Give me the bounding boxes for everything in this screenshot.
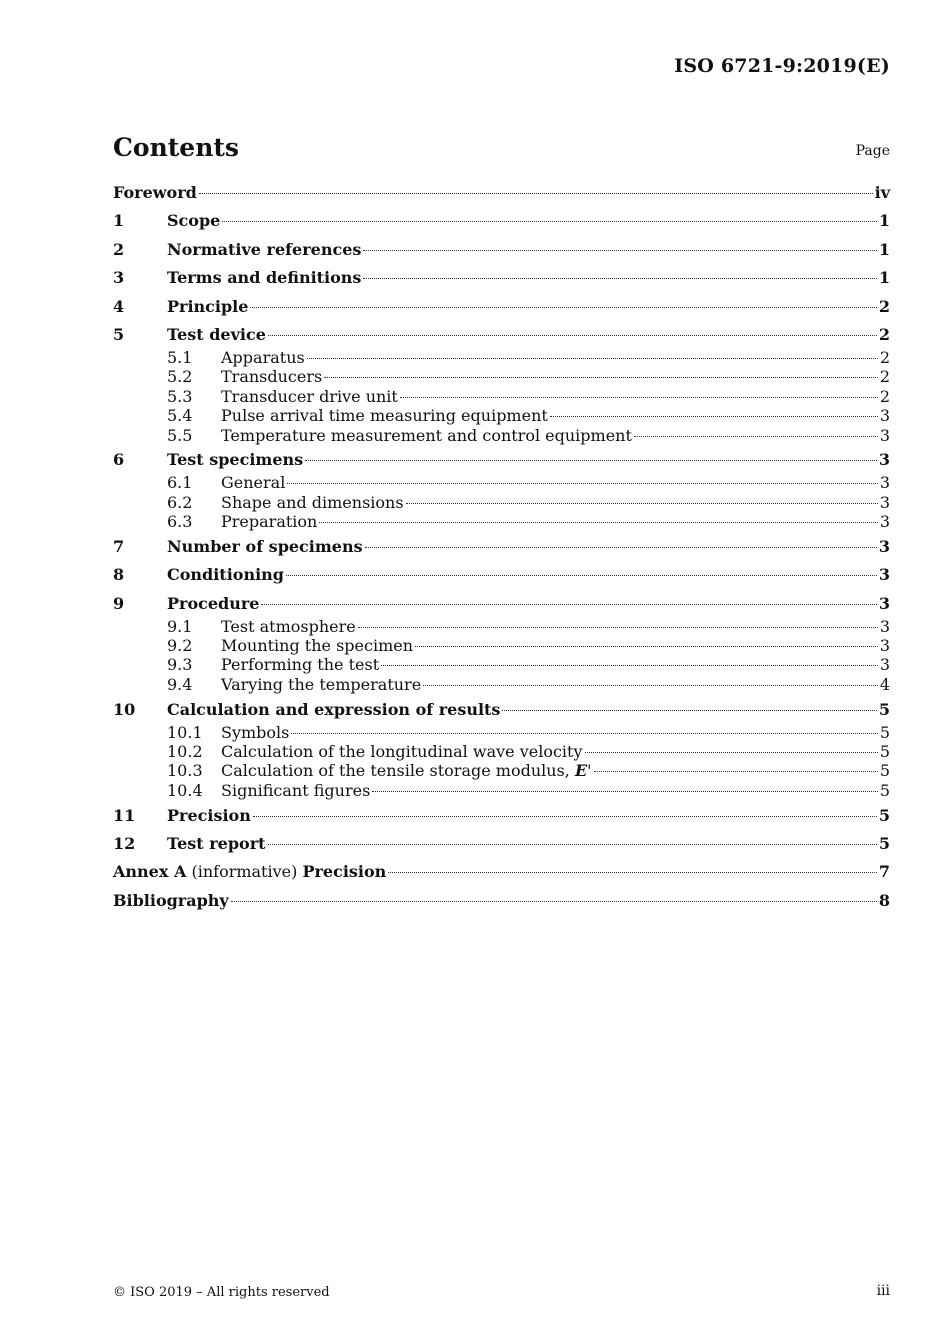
toc-subentry[interactable] xyxy=(113,367,890,386)
toc-entry-number: 11 xyxy=(113,805,136,825)
toc-entry-number: 2 xyxy=(113,239,125,259)
toc-entry[interactable] xyxy=(113,240,890,263)
toc-entry[interactable] xyxy=(113,268,890,291)
dot-leader xyxy=(502,710,876,711)
toc-entry-page: 1 xyxy=(878,211,890,231)
toc-entry-page: 2 xyxy=(879,347,890,367)
document-id: ISO 6721-9:2019(E) xyxy=(674,55,890,77)
toc-subentry[interactable] xyxy=(113,675,890,694)
dot-leader xyxy=(372,791,878,792)
toc-entry[interactable] xyxy=(113,183,890,206)
toc-entry-number: 10.4 xyxy=(167,780,203,800)
toc-entry-number: 9.1 xyxy=(167,616,193,636)
dot-leader xyxy=(231,901,877,902)
toc-entry-number: 5 xyxy=(113,324,125,344)
toc-entry-title: Test device xyxy=(167,324,266,344)
toc-entry[interactable] xyxy=(113,565,890,588)
toc-entry-page: 3 xyxy=(879,492,890,512)
toc-entry-title: Principle xyxy=(167,296,249,316)
toc-entry[interactable] xyxy=(113,297,890,320)
dot-leader xyxy=(199,193,873,194)
dot-leader xyxy=(381,665,878,666)
dot-leader xyxy=(358,627,878,628)
contents-heading: Contents xyxy=(113,133,240,162)
toc-entry-title: Mounting the specimen xyxy=(221,636,414,656)
toc-entry[interactable] xyxy=(113,594,890,617)
toc-entry-page: 3 xyxy=(879,512,890,532)
toc-entry-page: 5 xyxy=(879,761,890,781)
toc-entry-title: Symbols xyxy=(221,722,290,742)
dot-leader xyxy=(319,522,877,523)
toc-entry-number: 5.3 xyxy=(167,386,193,406)
dot-leader xyxy=(363,278,876,279)
dot-leader xyxy=(253,816,877,817)
toc-entry-title: Conditioning xyxy=(167,565,284,585)
toc-entry[interactable] xyxy=(113,806,890,829)
toc-entry[interactable] xyxy=(113,325,890,348)
toc-entry-number: 3 xyxy=(113,268,125,288)
toc-subentry[interactable] xyxy=(113,781,890,800)
toc-subentry[interactable] xyxy=(113,655,890,674)
toc-entry-title: Test report xyxy=(167,833,266,853)
toc-entry-title: Preparation xyxy=(221,512,318,532)
toc-entry-title: Calculation and expression of results xyxy=(167,699,501,719)
toc-entry-number: 8 xyxy=(113,565,125,585)
toc-entry-number: 10.2 xyxy=(167,741,203,761)
toc-entry-title: Terms and definitions xyxy=(167,268,362,288)
dot-leader xyxy=(307,358,878,359)
dot-leader xyxy=(268,335,877,336)
toc-entry-page: 5 xyxy=(879,780,890,800)
dot-leader xyxy=(250,307,876,308)
toc-entry-page: 5 xyxy=(879,741,890,761)
toc-entry-title: Pulse arrival time measuring equipment xyxy=(221,406,548,426)
dot-leader xyxy=(261,604,876,605)
toc-entry-title: Transducers xyxy=(221,367,323,387)
toc-subentry[interactable] xyxy=(113,348,890,367)
toc-entry-title: Precision xyxy=(167,805,251,825)
toc-entry-page: 3 xyxy=(878,450,890,470)
dot-leader xyxy=(365,547,877,548)
table-of-contents xyxy=(113,183,890,914)
toc-subentry[interactable] xyxy=(113,473,890,492)
toc-entry-page: 2 xyxy=(879,367,890,387)
toc-entry-page: 5 xyxy=(879,722,890,742)
toc-entry[interactable] xyxy=(113,891,890,914)
toc-subentry[interactable] xyxy=(113,742,890,761)
toc-entry-number: 5.2 xyxy=(167,367,193,387)
toc-entry-page: 5 xyxy=(878,805,890,825)
toc-entry-page: 3 xyxy=(878,536,890,556)
toc-entry-number: 12 xyxy=(113,833,136,853)
dot-leader xyxy=(550,416,878,417)
toc-entry-title: Number of specimens xyxy=(167,536,363,556)
dot-leader xyxy=(287,483,877,484)
toc-subentry[interactable] xyxy=(113,512,890,531)
dot-leader xyxy=(415,646,878,647)
toc-entry-number: 5.4 xyxy=(167,406,193,426)
dot-leader xyxy=(634,436,878,437)
toc-entry-page: iv xyxy=(874,183,890,202)
toc-entry-number: 6.1 xyxy=(167,473,193,493)
toc-entry-page: 3 xyxy=(879,636,890,656)
toc-entry-number: 1 xyxy=(113,211,125,231)
toc-entry-number: 10.1 xyxy=(167,722,203,742)
toc-entry-title: Shape and dimensions xyxy=(221,492,404,512)
toc-entry-title: Performing the test xyxy=(221,655,380,675)
toc-entry-title: Test atmosphere xyxy=(221,616,356,636)
toc-entry-title: Transducer drive unit xyxy=(221,386,398,406)
toc-entry-page: 2 xyxy=(879,386,890,406)
toc-entry-page: 2 xyxy=(878,324,890,344)
toc-entry-title: Temperature measurement and control equipment xyxy=(221,425,632,445)
page-number: iii xyxy=(876,1283,890,1299)
toc-entry-page: 4 xyxy=(879,674,890,694)
toc-entry-page: 3 xyxy=(878,565,890,585)
toc-entry[interactable] xyxy=(113,537,890,560)
toc-entry-number: 9.2 xyxy=(167,636,193,656)
toc-entry-number: 10.3 xyxy=(167,761,203,781)
copyright-notice: © ISO 2019 – All rights reserved xyxy=(113,1285,330,1300)
dot-leader xyxy=(585,752,878,753)
toc-entry-number: 9 xyxy=(113,593,125,613)
page-column-label: Page xyxy=(855,143,890,159)
toc-entry-page: 3 xyxy=(879,655,890,675)
toc-entry-title: Annex A (informative) Precision xyxy=(113,862,387,882)
toc-subentry[interactable] xyxy=(113,723,890,742)
toc-subentry[interactable] xyxy=(113,426,890,445)
toc-subentry[interactable] xyxy=(113,406,890,425)
dot-leader xyxy=(305,460,877,461)
toc-subentry[interactable] xyxy=(113,493,890,512)
toc-entry-number: 6 xyxy=(113,450,125,470)
toc-entry-page: 5 xyxy=(878,833,890,853)
dot-leader xyxy=(400,397,878,398)
toc-entry-title: Bibliography xyxy=(113,890,229,910)
toc-entry-page: 3 xyxy=(879,616,890,636)
toc-entry-number: 9.4 xyxy=(167,674,193,694)
toc-entry[interactable] xyxy=(113,700,890,723)
dot-leader xyxy=(268,844,877,845)
toc-entry-number: 9.3 xyxy=(167,655,193,675)
dot-leader xyxy=(388,872,877,873)
dot-leader xyxy=(423,685,878,686)
dot-leader xyxy=(406,503,878,504)
toc-entry[interactable] xyxy=(113,862,890,885)
toc-entry-title: Significant figures xyxy=(221,780,371,800)
toc-entry-number: 6.3 xyxy=(167,512,193,532)
toc-entry[interactable] xyxy=(113,450,890,473)
toc-subentry[interactable] xyxy=(113,387,890,406)
toc-subentry[interactable] xyxy=(113,617,890,636)
toc-entry-title: Foreword xyxy=(113,183,197,202)
toc-entry[interactable] xyxy=(113,834,890,857)
toc-entry-number: 4 xyxy=(113,296,125,316)
dot-leader xyxy=(363,250,876,251)
toc-entry-title: Varying the temperature xyxy=(221,674,422,694)
toc-entry-title: Calculation of the tensile storage modulus, E' xyxy=(221,761,592,781)
toc-entry-page: 3 xyxy=(879,425,890,445)
toc-entry-number: 5.1 xyxy=(167,347,193,367)
toc-entry-page: 3 xyxy=(879,406,890,426)
toc-entry-title: Calculation of the longitudinal wave velocity xyxy=(221,741,583,761)
toc-entry-page: 1 xyxy=(878,268,890,288)
toc-entry-number: 6.2 xyxy=(167,492,193,512)
toc-entry-page: 3 xyxy=(878,593,890,613)
toc-entry-title: Scope xyxy=(167,211,221,231)
toc-entry-page: 2 xyxy=(878,296,890,316)
dot-leader xyxy=(324,377,878,378)
toc-entry-number: 7 xyxy=(113,536,125,556)
toc-entry-page: 1 xyxy=(878,239,890,259)
toc-entry-page: 8 xyxy=(878,890,890,910)
toc-entry-title: Apparatus xyxy=(221,347,305,367)
toc-subentry[interactable] xyxy=(113,636,890,655)
toc-entry-title: General xyxy=(221,473,286,493)
toc-entry-number: 10 xyxy=(113,699,136,719)
toc-entry-title: Procedure xyxy=(167,593,260,613)
toc-entry-page: 3 xyxy=(879,473,890,493)
toc-entry-page: 5 xyxy=(878,699,890,719)
toc-entry-page: 7 xyxy=(878,862,890,882)
dot-leader xyxy=(286,575,877,576)
toc-entry-title: Test specimens xyxy=(167,450,304,470)
dot-leader xyxy=(222,221,877,222)
toc-subentry[interactable] xyxy=(113,761,890,780)
toc-entry-title: Normative references xyxy=(167,239,362,259)
dot-leader xyxy=(594,771,878,772)
dot-leader xyxy=(291,733,877,734)
toc-entry[interactable] xyxy=(113,211,890,234)
toc-entry-number: 5.5 xyxy=(167,425,193,445)
